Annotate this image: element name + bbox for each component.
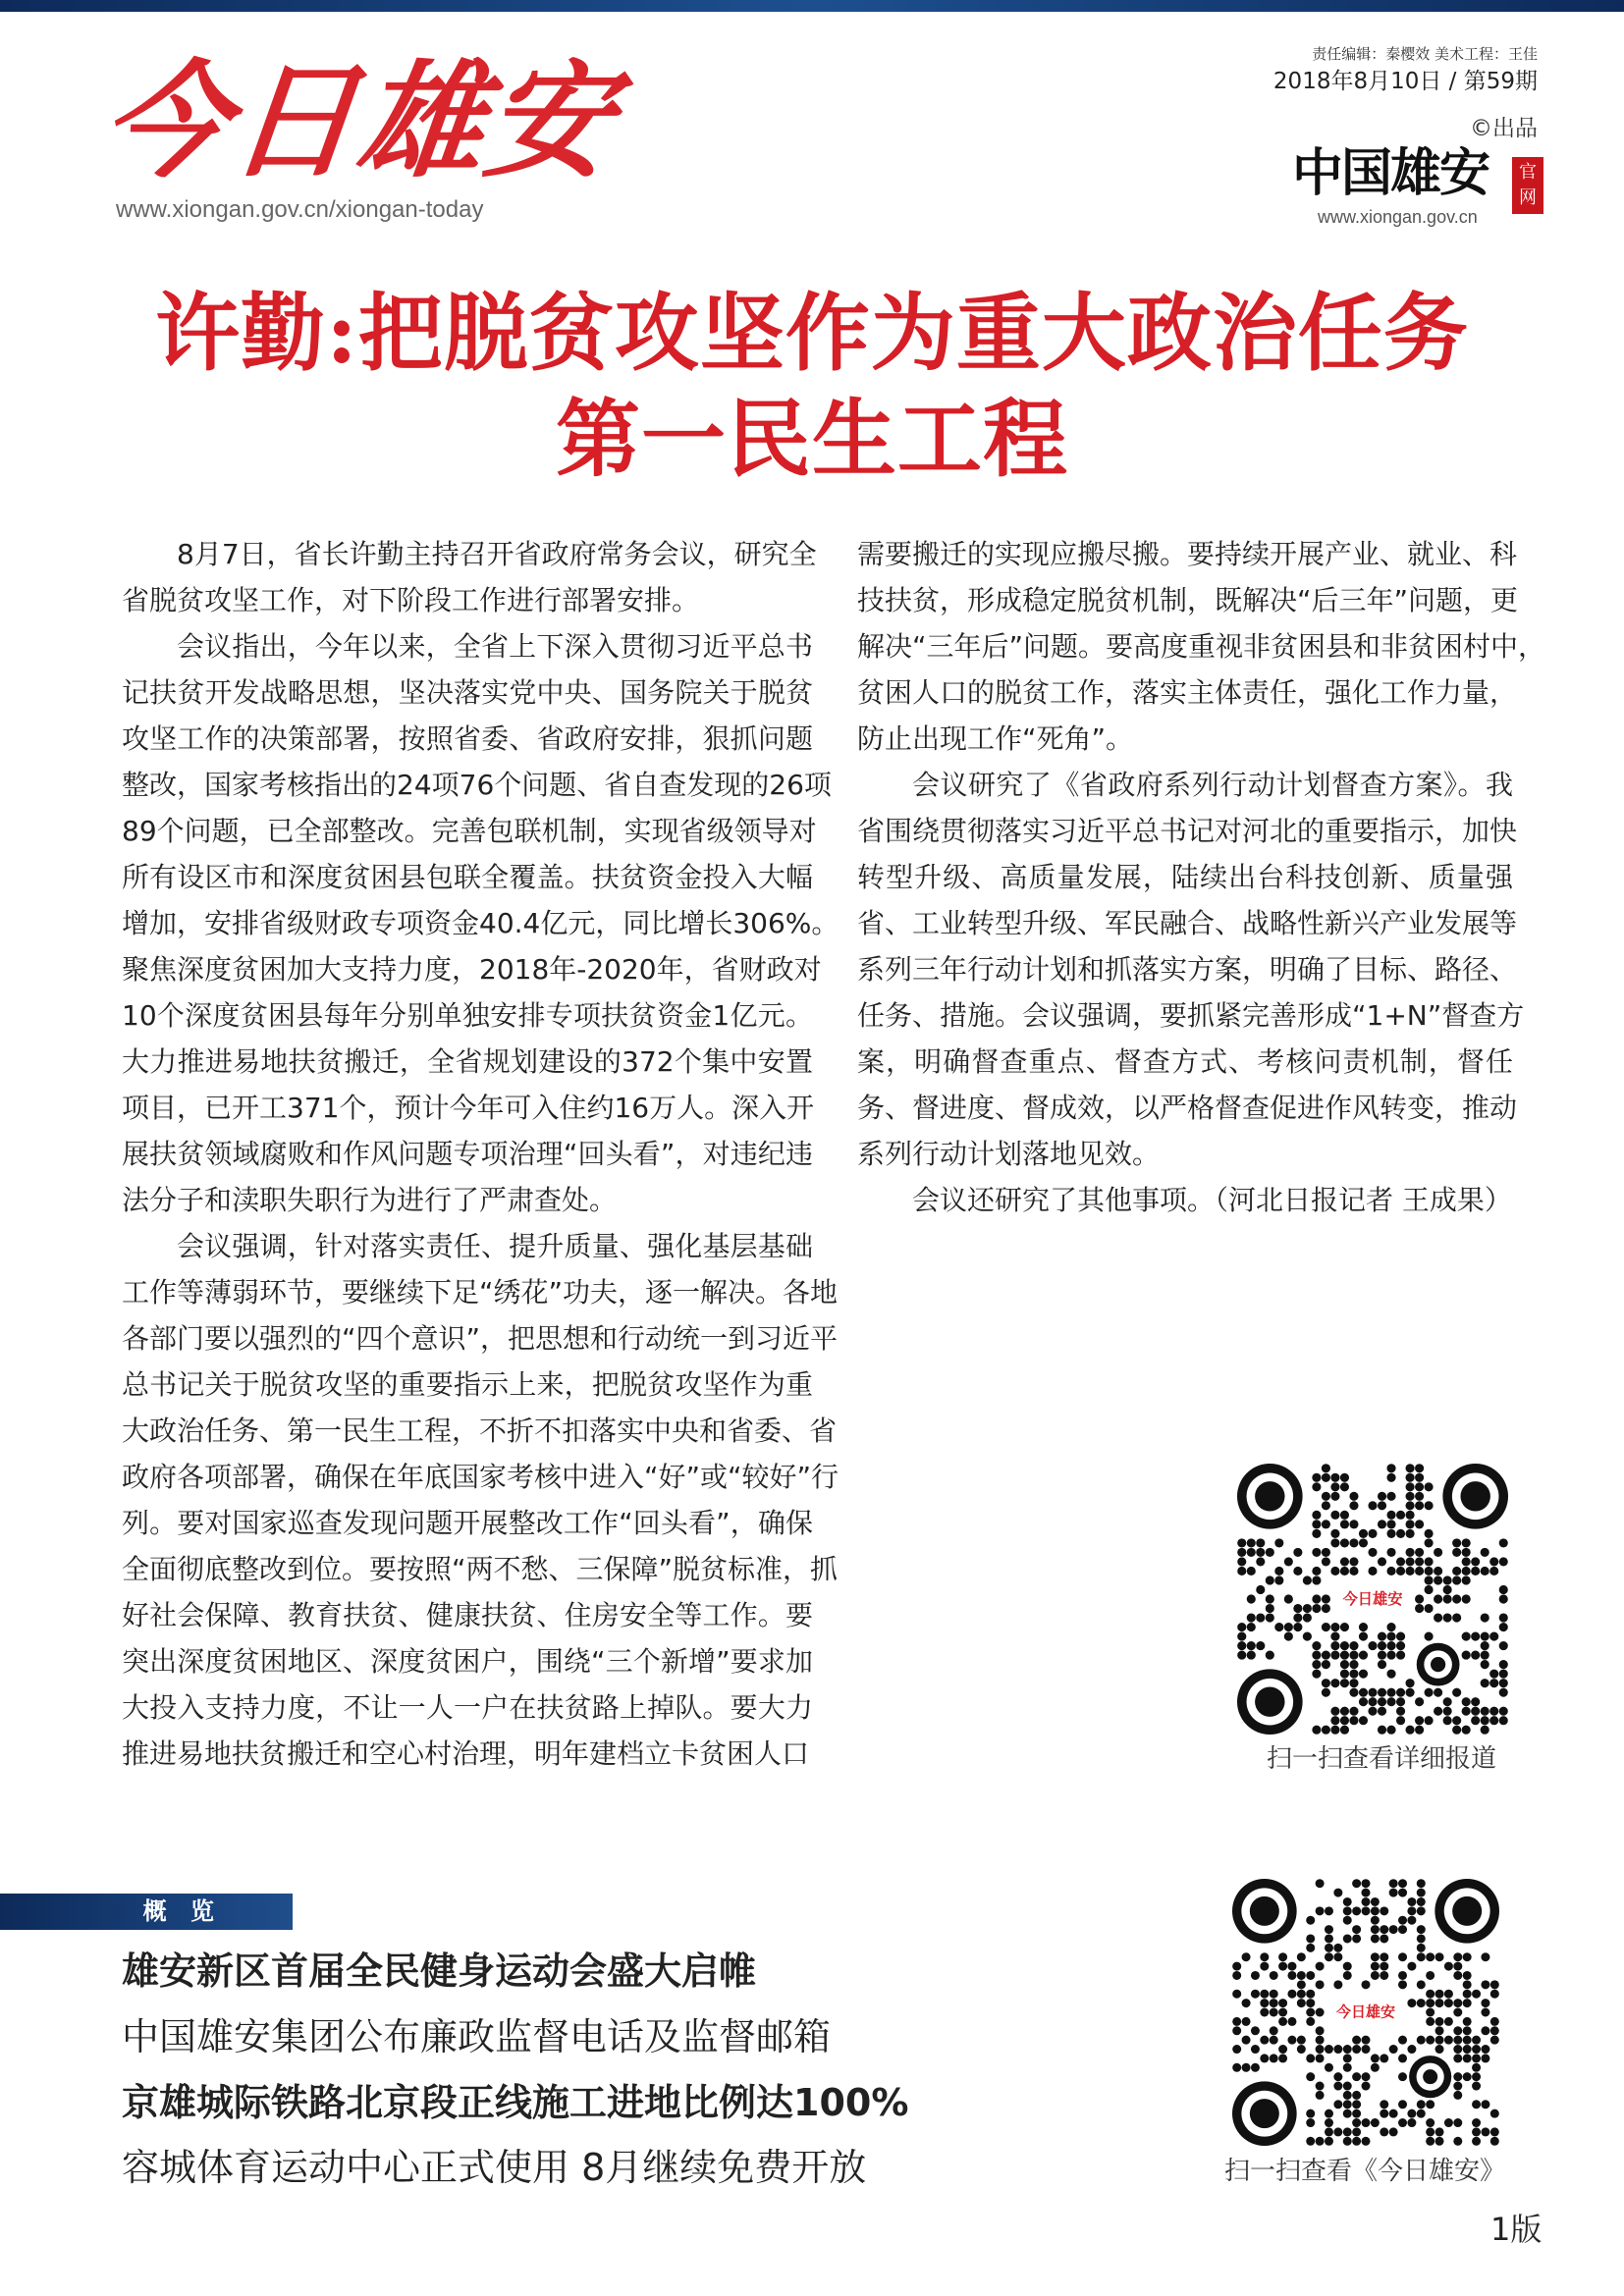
- overview-label: 概 览: [0, 1894, 293, 1930]
- article-line: 任务、措施。会议强调，要抓紧完善形成“1+N”督查方: [857, 999, 1525, 1032]
- page-number: 1版: [1490, 2211, 1543, 2248]
- masthead-url: www.xiongan.gov.cn/xiongan-today: [116, 196, 484, 223]
- article-line: 法分子和渎职失职行为进行了严肃查处。: [122, 1184, 618, 1216]
- article-line: 会议指出，今年以来，全省上下深入贯彻习近平总书: [177, 630, 813, 663]
- article-line: 省、工业转型升级、军民融合、战略性新兴产业发展等: [857, 907, 1518, 939]
- overview-item[interactable]: 雄安新区首届全民健身运动会盛大启帷: [122, 1949, 757, 1993]
- brand-logo: 中国雄安: [1292, 143, 1489, 203]
- article-line: 各部门要以强烈的“四个意识”，把思想和行动统一到习近平: [122, 1322, 839, 1355]
- article-line: 10个深度贫困县每年分别单独安排专项扶贫资金1亿元。: [122, 999, 813, 1032]
- article-line: 需要搬迁的实现应搬尽搬。要持续开展产业、就业、科: [857, 538, 1518, 570]
- overview-item[interactable]: 京雄城际铁路北京段正线施工进地比例达100%: [122, 2081, 909, 2124]
- article-line: 会议还研究了其他事项。（河北日报记者 王成果）: [912, 1184, 1512, 1216]
- article-column-right: [857, 531, 1546, 1223]
- article-line: 项目，已开工371个，预计今年可入住约16万人。深入开: [122, 1092, 815, 1124]
- article-line: 增加，安排省级财政专项资金40.4亿元，同比增长306%。: [122, 907, 839, 939]
- article-line: 系列三年行动计划和抓落实方案，明确了目标、路径、: [857, 953, 1518, 986]
- article-line: 89个问题，已全部整改。完善包联机制，实现省级领导对: [122, 815, 817, 847]
- article-line: 展扶贫领域腐败和作风问题专项治理“回头看”，对违纪违: [122, 1138, 813, 1170]
- article-line: 案，明确督查重点、督查方式、考核问责机制，督任: [857, 1045, 1513, 1078]
- article-line: 整改，国家考核指出的24项76个问题、省自查发现的26项: [122, 769, 832, 801]
- article-line: 推进易地扶贫搬迁和空心村治理，明年建档立卡贫困人口: [122, 1737, 810, 1770]
- article-line: 技扶贫，形成稳定脱贫机制，既解决“后三年”问题，更: [857, 584, 1519, 616]
- article-line: 大投入支持力度，不让一人一户在扶贫路上掉队。要大力: [122, 1691, 813, 1724]
- article-line: 解决“三年后”问题。要高度重视非贫困县和非贫困村中，: [857, 630, 1546, 663]
- qr-caption-report: 扫一扫查看详细报道: [1267, 1744, 1497, 1774]
- article-column-left: [122, 531, 839, 1777]
- article-line: 所有设区市和深度贫困县包联全覆盖。扶贫资金投入大幅: [122, 861, 813, 893]
- article-line: 省围绕贯彻落实习近平总书记对河北的重要指示，加快: [857, 815, 1518, 847]
- article-line: 列。要对国家巡查发现问题开展整改工作“回头看”，确保: [122, 1507, 813, 1539]
- brand-url: www.xiongan.gov.cn: [1318, 207, 1478, 227]
- article-line: 攻坚工作的决策部署，按照省委、省政府安排，狠抓问题: [122, 722, 813, 755]
- article-line: 政府各项部署，确保在年底国家考核中进入“好”或“较好”行: [122, 1461, 839, 1493]
- article-line: 大政治任务、第一民生工程，不折不扣落实中央和省委、省: [122, 1415, 838, 1447]
- article-line: 总书记关于脱贫攻坚的重要指示上来，把脱贫攻坚作为重: [122, 1368, 813, 1401]
- headline-line2: 第一民生工程: [556, 390, 1068, 489]
- article-line: 防止出现工作“死角”。: [857, 722, 1134, 755]
- article-line: 转型升级、高质量发展，陆续出台科技创新、质量强: [857, 861, 1513, 893]
- qr-code-report[interactable]: [1237, 1464, 1508, 1735]
- article-line: 系列行动计划落地见效。: [857, 1138, 1161, 1170]
- headline-line1: 许勤:把脱贫攻坚作为重大政治任务: [155, 284, 1469, 383]
- issue-date: 2018年8月10日 / 第59期: [1272, 69, 1538, 94]
- overview-item[interactable]: 中国雄安集团公布廉政监督电话及监督邮箱: [122, 2015, 832, 2058]
- qr-center-logo: 今日雄安: [1335, 2002, 1396, 2021]
- article-line: 8月7日，省长许勤主持召开省政府常务会议，研究全: [177, 538, 817, 570]
- top-color-bar: [0, 0, 1624, 12]
- article-line: 工作等薄弱环节，要继续下足“绣花”功夫，逐一解决。各地: [122, 1276, 839, 1308]
- article-line: 聚焦深度贫困加大支持力度，2018年-2020年，省财政对: [122, 953, 822, 986]
- qr-code-paper[interactable]: [1230, 1879, 1501, 2146]
- publisher-credit: ©出品: [1470, 116, 1538, 141]
- overview-item[interactable]: 容城体育运动中心正式使用 8月继续免费开放: [122, 2146, 867, 2189]
- editors-credit: 责任编辑：秦樱效 美术工程：王佳: [1312, 45, 1538, 63]
- masthead-logo: 今日雄安: [95, 48, 622, 195]
- qr-caption-paper: 扫一扫查看《今日雄安》: [1224, 2157, 1506, 2186]
- article-line: 贫困人口的脱贫工作，落实主体责任，强化工作力量，: [857, 676, 1518, 709]
- article-line: 会议研究了《省政府系列行动计划督查方案》。我: [912, 769, 1513, 801]
- article-line: 会议强调，针对落实责任、提升质量、强化基层基础: [177, 1230, 813, 1262]
- article-line: 省脱贫攻坚工作，对下阶段工作进行部署安排。: [122, 584, 700, 616]
- article-line: 全面彻底整改到位。要按照“两不愁、三保障”脱贫标准，抓: [122, 1553, 839, 1585]
- article-line: 突出深度贫困地区、深度贫困户，围绕“三个新增”要求加: [122, 1645, 813, 1678]
- article-line: 大力推进易地扶贫搬迁，全省规划建设的372个集中安置: [122, 1045, 813, 1078]
- brand-seal: 官网: [1512, 157, 1543, 214]
- article-line: 好社会保障、教育扶贫、健康扶贫、住房安全等工作。要: [122, 1599, 813, 1631]
- qr-center-logo: 今日雄安: [1342, 1589, 1403, 1608]
- article-line: 记扶贫开发战略思想，坚决落实党中央、国务院关于脱贫: [122, 676, 813, 709]
- article-line: 务、督进度、督成效，以严格督查促进作风转变，推动: [857, 1092, 1518, 1124]
